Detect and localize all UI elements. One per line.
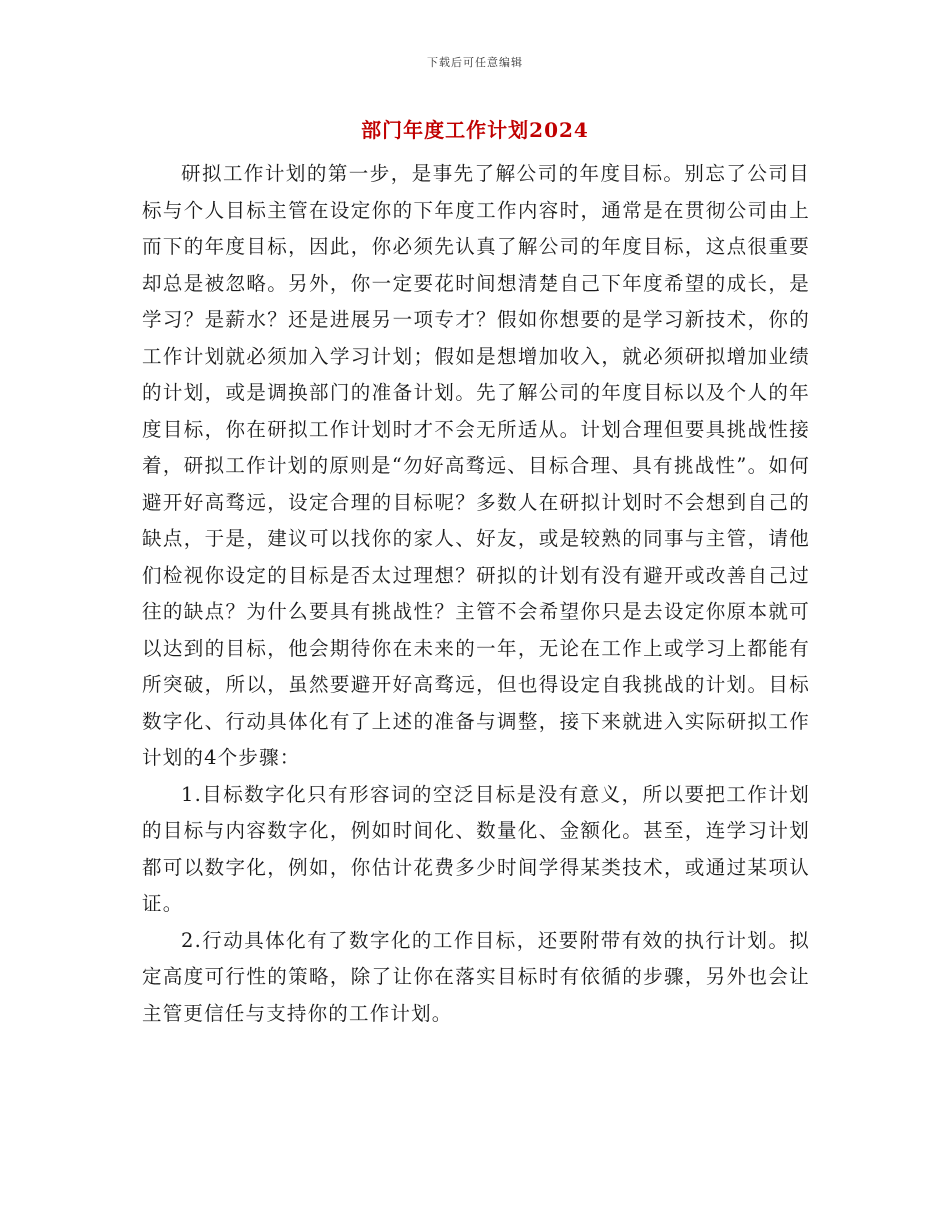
- header-note: 下载后可任意编辑: [427, 56, 523, 69]
- document-body: [142, 156, 810, 1032]
- paragraph-step-1: 1.目标数字化只有形容词的空泛目标是没有意义，所以要把工作计划的目标与内容数字化，例如时间化、数量化、金额化。甚至，连学习计划都可以数字化，例如，你估计花费多少时间学得某类技术，或通过某项认证。: [142, 782, 810, 915]
- paragraph-step-2: 2.行动具体化有了数字化的工作目标，还要附带有效的执行计划。拟定高度可行性的策略，除了让你在落实目标时有依循的步骤，另外也会让主管更信任与支持你的工作计划。: [142, 928, 810, 1025]
- paragraph-intro: 研拟工作计划的第一步，是事先了解公司的年度目标。别忘了公司目标与个人目标主管在设定你的下年度工作内容时，通常是在贯彻公司由上而下的年度目标，因此，你必须先认真了解公司的年度目标，这点很重要却总是被忽略。另外，你一定要花时间想清楚自己下年度希望的成长，是学习？是薪水？还是进展另一项专才？假如你想要的是学习新技术，你的工作计划就必须加入学习计划；假如是想增加收入，就必须研拟增加业绩的计划，或是调换部门的准备计划。先了解公司的年度目标以及个人的年度目标，你在研拟工作计划时才不会无所适从。计划合理但要具挑战性接着，研拟工作计划的原则是“勿好高骛远、目标合理、具有挑战性”。如何避开好高骛远，设定合理的目标呢？多数人在研拟计划时不会想到自己的缺点，于是，建议可以找你的家人、好友，或是较熟的同事与主管，请他们检视你设定的目标是否太过理想？研拟的计划有没有避开或改善自己过往的缺点？为什么要具有挑战性？主管不会希望你只是去设定你原本就可以达到的目标，他会期待你在未来的一年，无论在工作上或学习上都能有所突破，所以，虽然要避开好高骛远，但也得设定自我挑战的计划。目标数字化、行动具体化有了上述的准备与调整，接下来就进入实际研拟工作计划的4个步骤：: [142, 162, 810, 769]
- document-title: 部门年度工作计划2024: [361, 118, 589, 142]
